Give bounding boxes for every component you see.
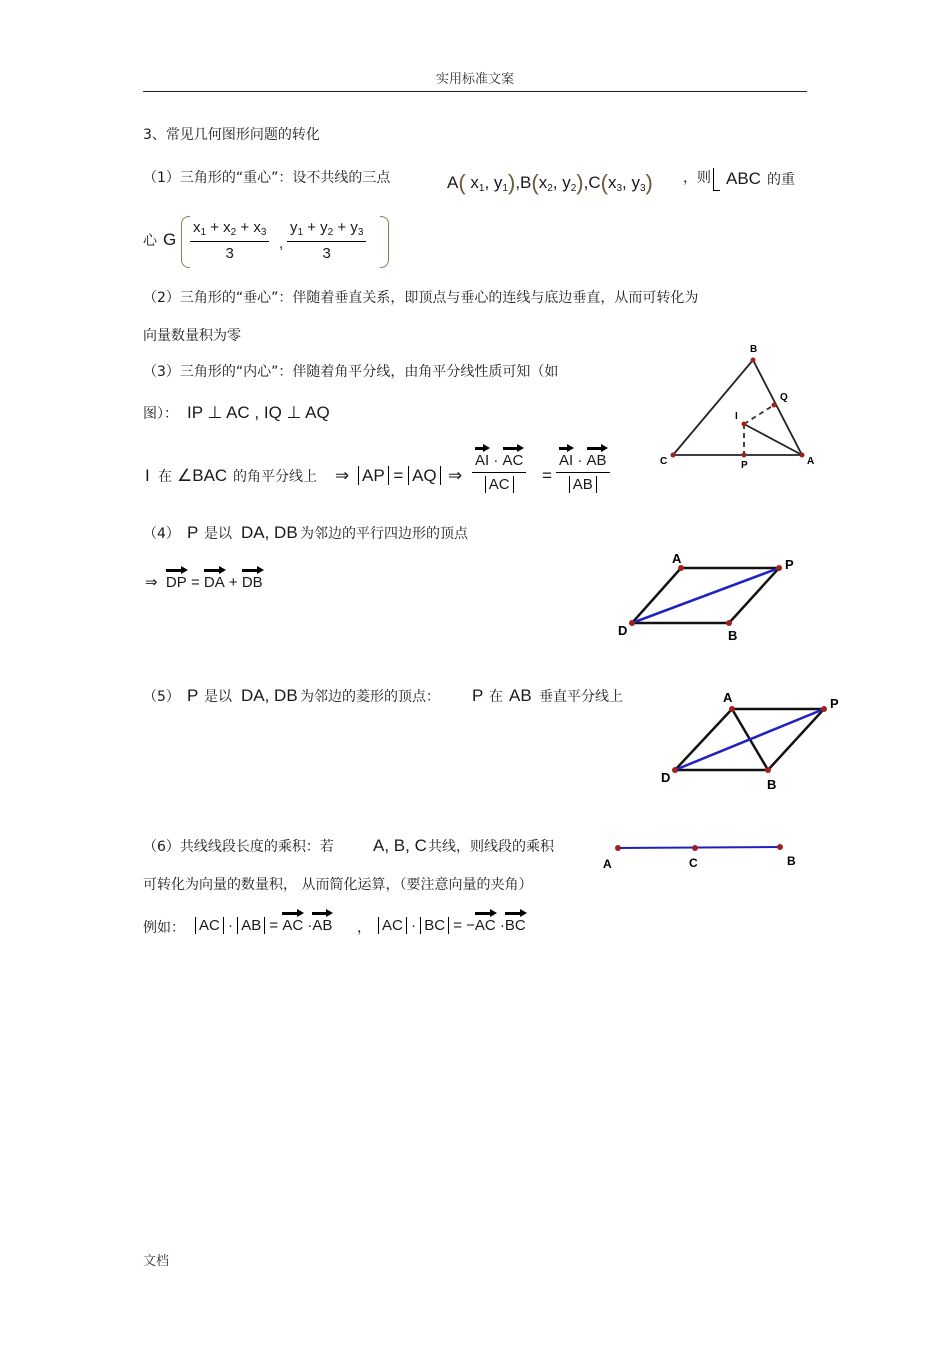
label-A: A bbox=[672, 551, 682, 566]
item6-text1: 共线，则线段的乘积 bbox=[428, 839, 554, 855]
label-D: D bbox=[661, 770, 671, 785]
label-B: B bbox=[750, 344, 758, 355]
item1-line2-prefix: 心 bbox=[143, 233, 157, 249]
item5-sides: DA, DB bbox=[241, 686, 298, 705]
label-D: D bbox=[618, 623, 628, 638]
centroid-G: G bbox=[163, 230, 177, 249]
item5-AB: AB bbox=[509, 686, 532, 705]
triangle-symbol bbox=[713, 168, 720, 191]
item4-equation: ⇒ DP = DA + DB bbox=[145, 574, 263, 591]
item4-text1: 是以 bbox=[204, 526, 232, 542]
item1-tail: 的重 bbox=[767, 172, 795, 188]
left-paren bbox=[181, 216, 190, 268]
item4-sides: DA, DB bbox=[241, 523, 298, 542]
item5-P2: P bbox=[472, 686, 484, 705]
item5-text3: 垂直平分线上 bbox=[539, 689, 623, 705]
label-A: A bbox=[603, 857, 612, 871]
label-Q: Q bbox=[780, 392, 788, 403]
item1-then: ，则 bbox=[683, 170, 711, 186]
item3-bisector: 的角平分线上 bbox=[233, 469, 317, 485]
label-A: A bbox=[807, 456, 815, 467]
centroid-frac-y: $\frac{y_1 + y_2 + y_3}{3}$ bbox=[287, 219, 366, 262]
rhombus-figure bbox=[650, 685, 850, 795]
item1-tri: ABC bbox=[726, 169, 761, 188]
item5-on: 在 bbox=[489, 689, 503, 705]
item3-on: 在 bbox=[158, 469, 172, 485]
item6-eq2: AC · BC = −AC ·BC bbox=[378, 917, 526, 934]
item3-line2-prefix: 图）： bbox=[143, 406, 178, 422]
item4-P: P bbox=[187, 523, 199, 542]
page-header: 实用标准文案 bbox=[435, 72, 514, 87]
parallelogram-figure bbox=[610, 545, 810, 645]
item5-prefix: （5） bbox=[143, 689, 180, 705]
label-C: C bbox=[689, 856, 698, 870]
implies-arrow-2: ⇒ bbox=[448, 466, 463, 485]
label-B: B bbox=[787, 854, 796, 868]
item3-line1: （3）三角形的“内心”：伴随着角平分线，由角平分线性质可知（如 bbox=[143, 364, 559, 380]
item3-angle: ∠BAC bbox=[177, 466, 228, 485]
item6-prefix: （6）共线线段长度的乘积：若 bbox=[143, 839, 334, 855]
label-C: C bbox=[660, 456, 668, 467]
header-rule bbox=[143, 91, 807, 92]
label-B: B bbox=[767, 777, 777, 792]
item4-prefix: （4） bbox=[143, 526, 180, 542]
item1-points: A( $x_1$, $y_1),B(x_2$, $y_2),C(x_3$, $y_3$) bbox=[447, 170, 653, 195]
label-B: B bbox=[728, 628, 738, 643]
item5-P: P bbox=[187, 686, 199, 705]
centroid-frac-x: $\frac{x_1 + x_2 + x_3}{3}$ bbox=[190, 219, 269, 262]
item3-norm-eq: AP = AQ bbox=[358, 466, 441, 486]
label-P: P bbox=[741, 460, 748, 471]
implies-arrow-1: ⇒ bbox=[335, 466, 350, 485]
label-P: P bbox=[785, 557, 794, 572]
collinear-figure bbox=[600, 835, 800, 875]
item3-frac-2: $\frac{AI \cdot AB}{AB}$ bbox=[556, 452, 610, 493]
item3-perp: IP ⊥ AC , IQ ⊥ AQ bbox=[187, 403, 330, 422]
item4-text2: 为邻边的平行四边形的顶点 bbox=[300, 526, 468, 542]
item2-line2: 向量数量积为零 bbox=[143, 328, 241, 344]
incenter-figure bbox=[650, 340, 830, 475]
label-I: I bbox=[735, 411, 738, 422]
item3-frac-1: $\frac{AI \cdot AC}{AC}$ bbox=[472, 452, 526, 493]
item3-I: I bbox=[145, 466, 150, 485]
section-title: 3、常见几何图形问题的转化 bbox=[143, 127, 320, 143]
item2-line1: （2）三角形的“垂心”：伴随着垂直关系，即顶点与垂心的连线与底边垂直，从而可转化为 bbox=[143, 290, 699, 306]
label-P: P bbox=[830, 696, 839, 711]
item5-text2: 为邻边的菱形的顶点： bbox=[300, 689, 440, 705]
item1-text: （1）三角形的“重心”：设不共线的三点 bbox=[143, 170, 391, 186]
page-footer: 文档 bbox=[143, 1254, 170, 1269]
item5-text1: 是以 bbox=[204, 689, 232, 705]
item6-pts: A, B, C bbox=[373, 836, 427, 855]
item6-example: 例如： bbox=[143, 920, 185, 936]
item6-eq1: AC · AB = AC ·AB bbox=[195, 917, 332, 934]
item6-line2: 可转化为向量的数量积， 从而简化运算，（要注意向量的夹角） bbox=[143, 877, 533, 893]
right-paren bbox=[380, 216, 389, 268]
label-A: A bbox=[723, 690, 733, 705]
